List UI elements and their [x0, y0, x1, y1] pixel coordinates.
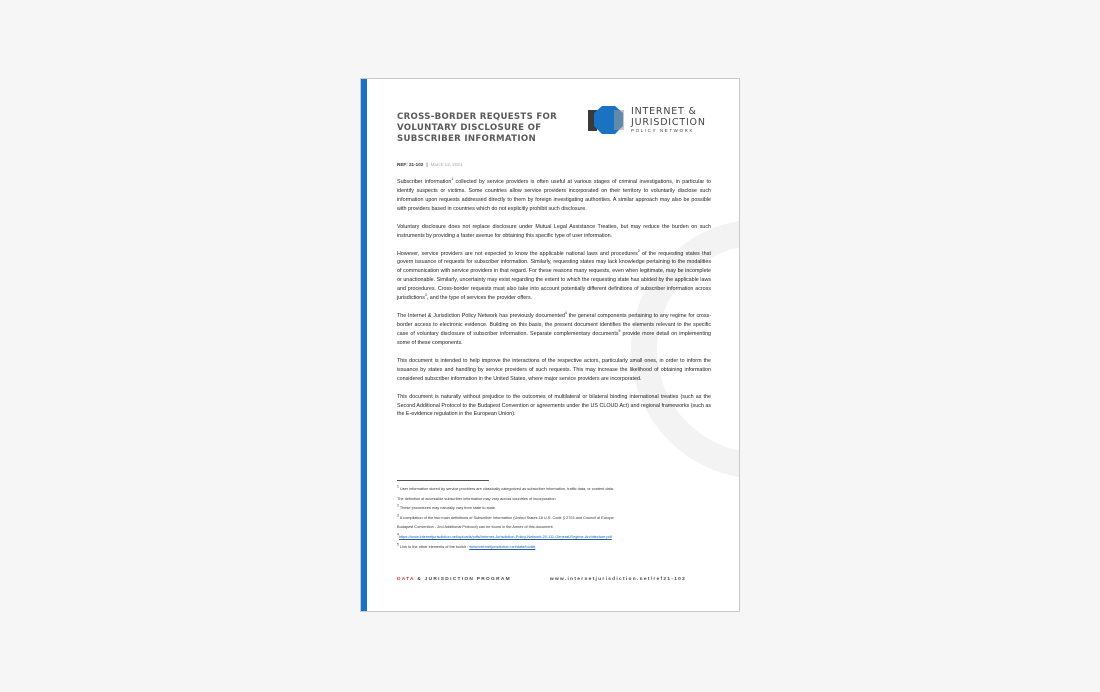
footnote: $^4$https://www.internetjurisdiction.net/uploads/pdfs/Internet-Jurisdiction-Policy-Network-20-111-General-Regime-Architecture.pdf — [397, 532, 612, 539]
paragraph: This document is naturally without prejudice to the outcomes of multilateral or bilateral binding international treaties (such as the Second Additional Protocol to the Budapest Convention or agreements under the US CLOUD Act) and regional frameworks (such as the E-evidence regulation in the European Union). — [397, 393, 711, 418]
footnote: $^5$ Link to the other elements of the toolkit : www.internetjurisdiction.net/data/toolkit — [397, 542, 536, 549]
footnote-ref[interactable]: 5 — [618, 329, 621, 334]
footnote: $^3$ A compilation of the two main definitions of Subscriber Information (United States 18 U.S. Code § 2703 and Council of Europe — [397, 513, 614, 520]
footnotes — [397, 485, 715, 552]
footnote: $^1$ User information stored by service providers are classically categorized as subscriber information, traffic data, or content data. — [397, 484, 614, 491]
footnote: Budapest Convention - 2nd Additional Protocol) can be found in the Annex of this document. — [397, 525, 554, 530]
footer-program-accent: DATA — [397, 577, 415, 582]
body-text — [397, 178, 711, 428]
toolkit-link[interactable]: www.internetjurisdiction.net/data/toolkit — [469, 544, 536, 549]
footnote-link[interactable]: https://www.internetjurisdiction.net/uploads/pdfs/Internet-Jurisdiction-Policy-Network-20-111-General-Regime-Architecture.pdf — [398, 534, 612, 539]
footnote-ref[interactable]: 3 — [424, 293, 427, 298]
page-footer — [397, 577, 717, 582]
footnote-ref[interactable]: 2 — [637, 248, 640, 253]
logo-line-2: JURISDICTION — [631, 116, 706, 128]
logo-line-3: POLICY NETWORK — [631, 128, 695, 133]
document-page — [360, 78, 740, 612]
paragraph: The Internet & Jurisdiction Policy Network has previously documented$^4$ the general components pertaining to any regime for cross-border access to electronic evidence. Building on this basis, the present document identifies the elements relevant to the specific case of voluntary disclosure of subscriber information. Separate complementary documents$^5$ provide more detail on implementing some of these components. — [397, 311, 712, 346]
logo-line-1: INTERNET & — [631, 106, 697, 117]
ref-number: REF: 21-102 — [397, 162, 424, 167]
accent-side-bar — [361, 79, 367, 611]
ref-date: March 12, 2021 — [430, 162, 463, 167]
octagon-logo-icon — [587, 105, 625, 135]
footer-url[interactable]: www.internetjurisdiction.net/ref21-102 — [550, 577, 687, 582]
paragraph: This document is intended to help improve the interactions of the respective actors, particularly small ones, in order to inform the issuance by states and handling by service providers of such requests. This may increase the likelihood of obtaining information considered subscriber information in the United States, where major service providers are incorporated. — [397, 357, 711, 382]
footnote-divider — [397, 480, 489, 481]
footnote-ref[interactable]: 1 — [451, 177, 454, 182]
paragraph: Subscriber information$^1$ collected by service providers is often useful at various stages of criminal investigations, in particular to identify suspects or victims. Some countries allow service providers incorporated on their territory to voluntarily disclose such information upon requests addressed directly to them by foreign investigating authorities. A similar approach may also be possible with providers based in countries which do not explicitly prohibit such disclosure. — [397, 177, 711, 212]
ijpn-logo — [587, 105, 717, 135]
footnote: $^2$ These procedures may naturally vary from state to state. — [397, 503, 497, 511]
footnote: The definition of accessible subscriber information may vary across countries of incorporation. — [397, 496, 557, 501]
ref-separator: | — [426, 162, 428, 167]
paragraph: However, service providers are not expected to know the applicable national laws and procedures$^2$ of the requesting states that govern issuance of requests for subscriber information. Similarly, requesting states may lack knowledge pertaining to the modalities of communication with service providers in that regard. For these reasons many requests, even when legitimate, may be incomplete or unactionable. Similarly, uncertainty may exist regarding the extent to which the requesting state has abided by the applicable laws and procedures. Cross-border requests must also take into account potentially different definitions of subscriber information across jurisdictions$^3$, and the type of services the provider offers. — [397, 248, 712, 302]
paragraph: Voluntary disclosure does not replace disclosure under Mutual Legal Assistance Treaties, but may reduce the burden on such instruments by providing a faster avenue for obtaining this specific type of user information. — [397, 223, 711, 239]
footnote-ref[interactable]: 4 — [564, 311, 567, 316]
document-title: CROSS-BORDER REQUESTS FOR VOLUNTARY DISCLOSURE OF SUBSCRIBER INFORMATION — [397, 112, 558, 144]
reference-line — [397, 162, 463, 167]
footer-program: & JURISDICTION PROGRAM — [414, 577, 511, 582]
